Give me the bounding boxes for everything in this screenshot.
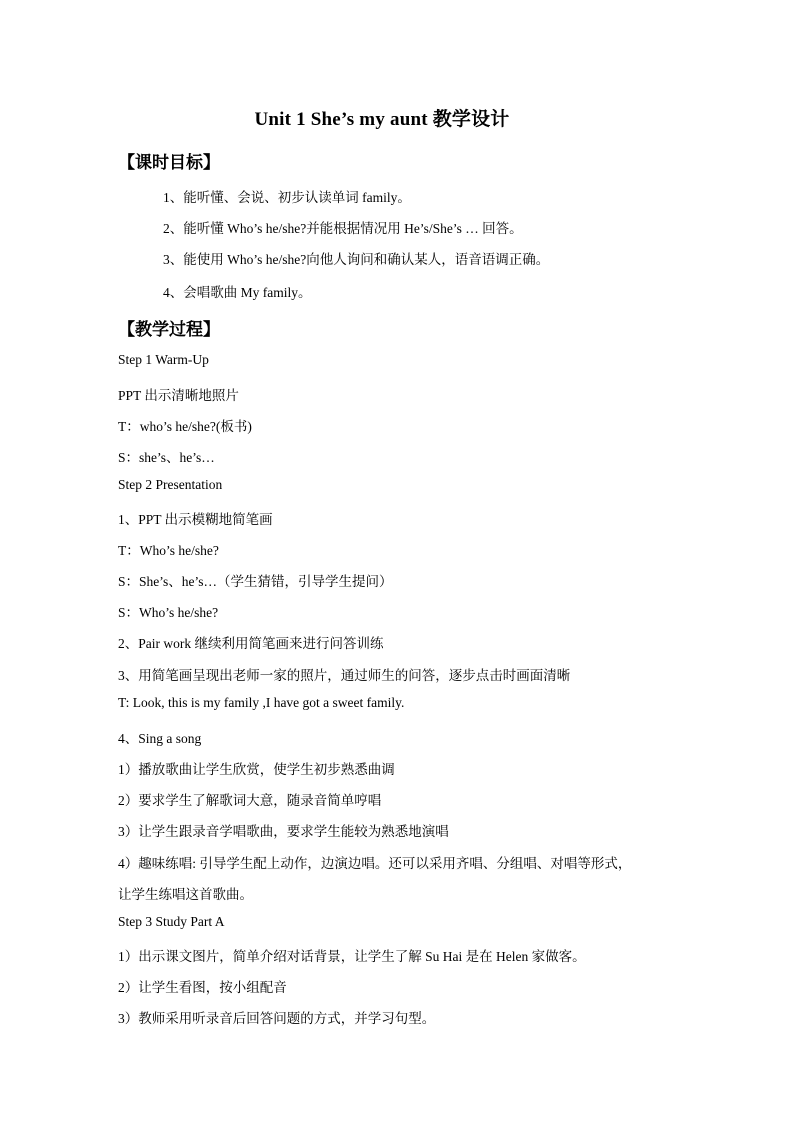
step-heading: Step 2 Presentation bbox=[118, 477, 223, 492]
process-line: 3）让学生跟录音学唱歌曲，要求学生能较为熟悉地演唱 bbox=[118, 824, 449, 839]
process-line: 2、Pair work 继续利用简笔画来进行问答训练 bbox=[118, 636, 384, 651]
process-line: 1）播放歌曲让学生欣赏，使学生初步熟悉曲调 bbox=[118, 762, 395, 777]
process-line: 2）要求学生了解歌词大意，随录音简单哼唱 bbox=[118, 793, 382, 808]
step-heading: Step 1 Warm-Up bbox=[118, 352, 209, 367]
process-line: T: Look, this is my family ,I have got a sweet family. bbox=[118, 695, 405, 710]
process-line: T：Who’s he/she? bbox=[118, 543, 219, 558]
process-line: S：she’s、he’s… bbox=[118, 450, 215, 465]
process-line: PPT 出示清晰地照片 bbox=[118, 388, 239, 403]
process-line: T：who’s he/she?(板书) bbox=[118, 419, 252, 434]
process-line: 3）教师采用听录音后回答问题的方式，并学习句型。 bbox=[118, 1011, 436, 1026]
objective-item: 3、能使用 Who’s he/she?向他人询问和确认某人，语音语调正确。 bbox=[163, 252, 550, 267]
objective-item: 2、能听懂 Who’s he/she?并能根据情况用 He’s/She’s … 回答。 bbox=[163, 221, 523, 236]
process-line: 2）让学生看图，按小组配音 bbox=[118, 980, 287, 995]
process-line: 3、用简笔画呈现出老师一家的照片，通过师生的问答，逐步点击时画面清晰 bbox=[118, 668, 571, 683]
objectives-heading: 【课时目标】 bbox=[118, 153, 220, 172]
objective-item: 1、能听懂、会说、初步认读单词 family。 bbox=[163, 190, 411, 205]
objective-item: 4、会唱歌曲 My family。 bbox=[163, 285, 312, 300]
document-title: Unit 1 She’s my aunt 教学设计 bbox=[254, 109, 510, 130]
process-line: S：Who’s he/she? bbox=[118, 605, 219, 620]
step-heading: Step 3 Study Part A bbox=[118, 914, 225, 929]
process-heading: 【教学过程】 bbox=[118, 320, 220, 339]
process-line: 1）出示课文图片，简单介绍对话背景，让学生了解 Su Hai 是在 Helen 家做客。 bbox=[118, 949, 586, 964]
process-line: S：She’s、he’s…（学生猜错，引导学生提问） bbox=[118, 574, 393, 589]
process-line: 让学生练唱这首歌曲。 bbox=[118, 887, 253, 902]
process-line: 1、PPT 出示模糊地简笔画 bbox=[118, 512, 273, 527]
process-line: 4）趣味练唱: 引导学生配上动作，边演边唱。还可以采用齐唱、分组唱、对唱等形式， bbox=[118, 856, 632, 871]
process-line: 4、Sing a song bbox=[118, 731, 202, 746]
